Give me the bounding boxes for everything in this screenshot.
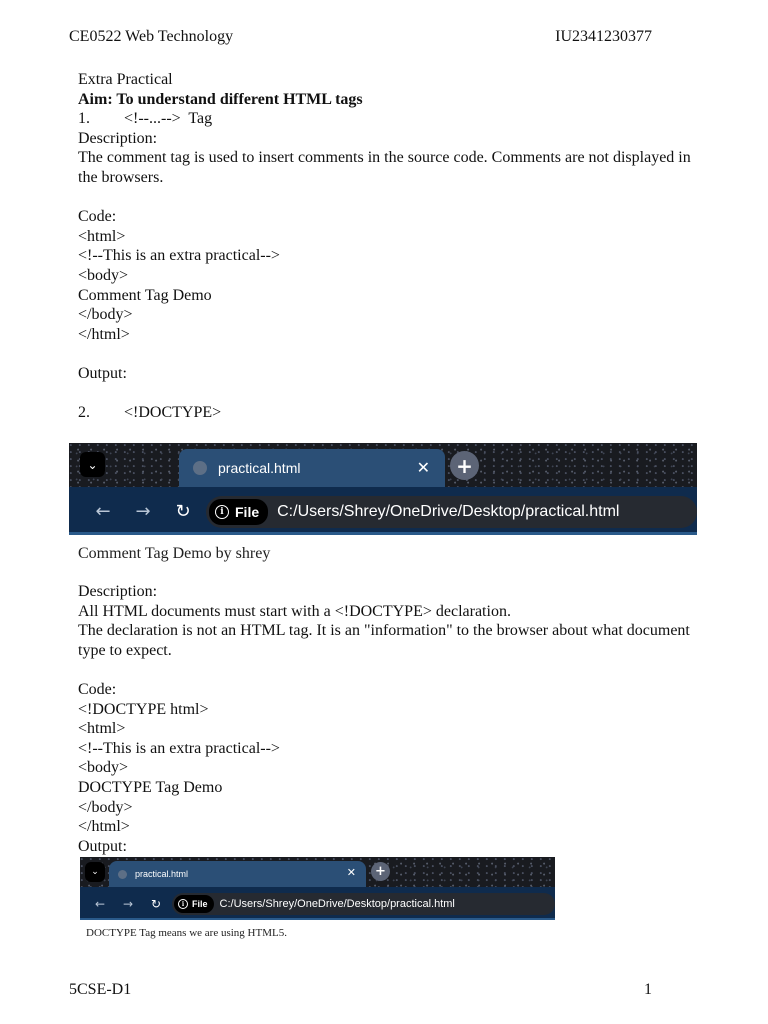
section1-desc-label: Description: [78, 129, 158, 147]
nav-buttons [83, 487, 203, 535]
browser-toolbar [80, 887, 555, 920]
tab-search-button[interactable] [80, 452, 105, 477]
address-bar[interactable] [172, 893, 555, 915]
tab-title: practical.html [218, 460, 301, 476]
chevron-down-icon: ⌄ [91, 867, 99, 877]
browser-screenshot-comment-tag [69, 443, 697, 535]
file-label: File [192, 899, 208, 909]
section1-output-label: Output: [78, 364, 127, 382]
code-line: DOCTYPE Tag Demo [78, 778, 223, 796]
page-header [69, 27, 652, 47]
code-line: </html> [78, 325, 130, 343]
site-info-button[interactable] [174, 895, 214, 913]
file-label: File [235, 504, 260, 520]
address-bar[interactable] [206, 496, 697, 528]
section2-desc-label: Description: [78, 583, 158, 600]
output-page-text: DOCTYPE Tag means we are using HTML5. [86, 927, 287, 939]
info-icon: i [215, 505, 229, 519]
back-arrow-icon[interactable]: ← [95, 500, 111, 522]
section1-tag: <!--...--> Tag [124, 110, 213, 128]
toolbar-bottom-edge [69, 532, 697, 535]
code-line: <body> [78, 266, 129, 284]
code-line: </body> [78, 798, 133, 816]
url-text: C:/Users/Shrey/OneDrive/Desktop/practical.html [277, 503, 620, 520]
code-line: <html> [78, 720, 126, 738]
new-tab-button[interactable] [450, 451, 479, 480]
aim-heading: Aim: To understand different HTML tags [78, 90, 363, 108]
code-line: </html> [78, 818, 130, 836]
course-title: CE0522 Web Technology [69, 28, 234, 45]
section2-output-label: Output: [78, 837, 127, 855]
enrollment-number: IU2341230377 [555, 28, 652, 45]
browser-toolbar [69, 487, 697, 535]
chevron-down-icon: ⌄ [87, 457, 98, 472]
reload-icon[interactable]: ↻ [175, 500, 191, 522]
url-text: C:/Users/Shrey/OneDrive/Desktop/practical.html [219, 898, 455, 910]
section1-number: 1. [78, 110, 90, 128]
code-line: <!DOCTYPE html> [78, 700, 209, 718]
class-label: 5CSE-D1 [69, 981, 132, 998]
section2-description-2: The declaration is not an HTML tag. It is an "information" to the browser about what document type to expect. [78, 622, 690, 659]
code-line: <body> [78, 759, 129, 777]
globe-icon [118, 870, 127, 879]
forward-arrow-icon[interactable]: → [135, 500, 151, 522]
nav-buttons [86, 887, 170, 920]
section2-code-label: Code: [78, 680, 117, 698]
forward-arrow-icon[interactable]: → [122, 896, 134, 911]
section2-tag: <!DOCTYPE> [124, 404, 222, 422]
practical-title: Extra Practical [78, 71, 173, 88]
tab-search-button[interactable] [85, 862, 105, 882]
reload-icon[interactable]: ↻ [150, 896, 162, 911]
code-line: <!--This is an extra practical--> [78, 247, 280, 265]
section2-heading [78, 403, 708, 423]
output-page-text: Comment Tag Demo by shrey [78, 545, 271, 562]
code-line: Comment Tag Demo [78, 286, 212, 304]
code-line: <html> [78, 227, 126, 245]
plus-icon: + [456, 453, 473, 478]
code-line: <!--This is an extra practical--> [78, 739, 280, 757]
section1-heading [78, 109, 708, 129]
section2-number: 2. [78, 404, 90, 422]
plus-icon: + [375, 864, 386, 879]
section1-code-label: Code: [78, 208, 117, 226]
tab-title: practical.html [135, 869, 189, 879]
site-info-button[interactable] [209, 499, 268, 525]
back-arrow-icon[interactable]: ← [94, 896, 106, 911]
section2-block [78, 582, 708, 856]
section1-description: The comment tag is used to insert comments in the source code. Comments are not displayed in the browsers. [78, 149, 691, 186]
code-line: </body> [78, 306, 133, 324]
page-number: 1 [644, 981, 652, 998]
new-tab-button[interactable] [371, 862, 390, 881]
globe-icon [193, 461, 207, 475]
intro-block [78, 70, 708, 423]
close-icon[interactable]: ✕ [416, 460, 430, 477]
browser-tab[interactable] [109, 861, 366, 887]
browser-tab-bar [69, 443, 697, 487]
browser-screenshot-doctype [80, 857, 555, 920]
toolbar-bottom-edge [80, 918, 555, 920]
page-footer [69, 980, 652, 1000]
section2-description-1: All HTML documents must start with a <!DOCTYPE> declaration. [78, 602, 511, 620]
browser-tab[interactable] [179, 449, 445, 487]
info-icon: i [178, 899, 188, 909]
close-icon[interactable]: ✕ [346, 867, 356, 879]
browser-tab-bar [80, 857, 555, 887]
